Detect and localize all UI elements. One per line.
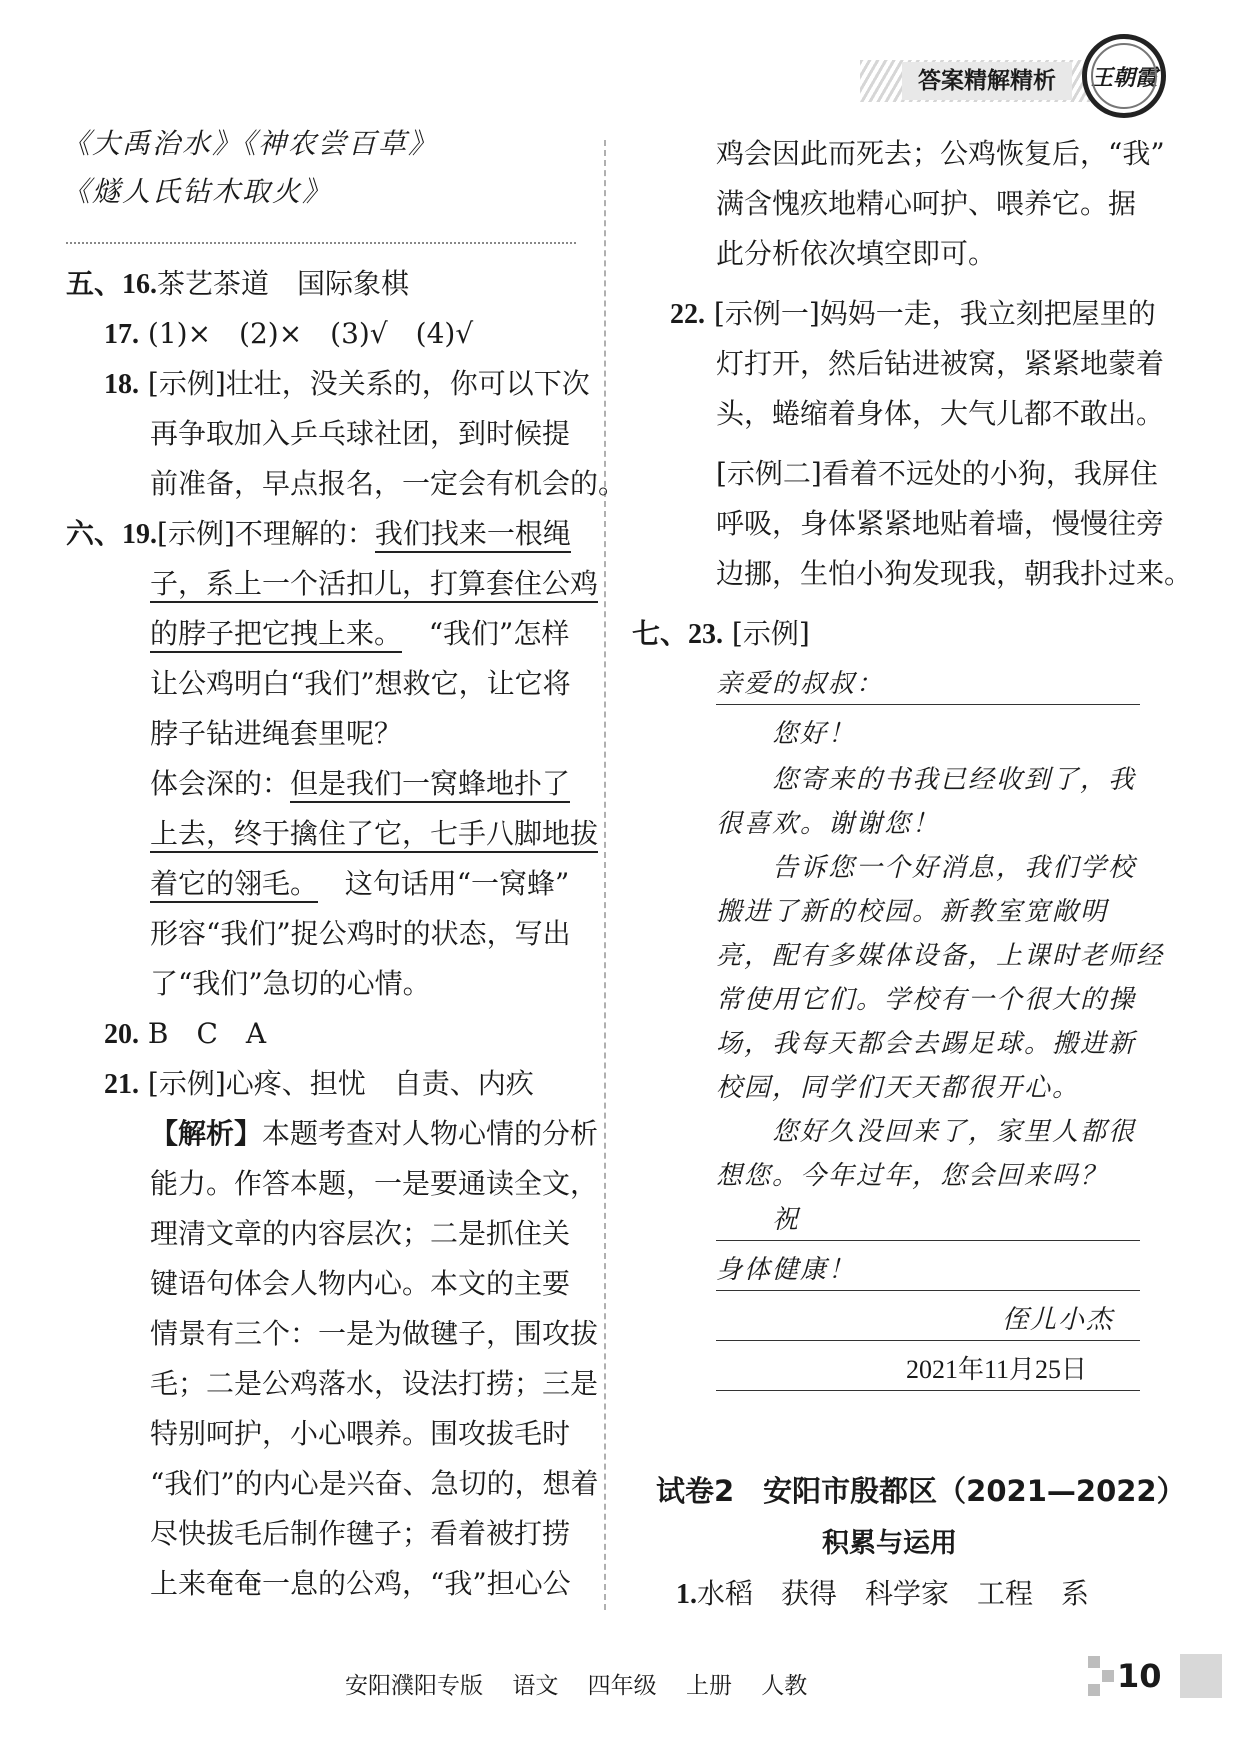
- question-23: [632, 612, 810, 657]
- column-divider: [604, 140, 606, 1610]
- answer-text: B C A: [147, 1017, 267, 1050]
- answer-line: 满含愧疚地精心呵护、喂养它。据: [716, 187, 1137, 220]
- footer-publisher: 人教: [761, 1673, 808, 1699]
- underlined-quote: 上去，终于擒住了它，七手八脚地拔: [150, 817, 598, 853]
- page-number-band: [1180, 1654, 1222, 1698]
- analysis-line: 上来奄奄一息的公鸡，“我”担心公: [150, 1567, 571, 1600]
- letter-rule: [716, 704, 1140, 705]
- analysis-line: 理清文章的内容层次；二是抓住关: [150, 1217, 571, 1250]
- letter-body-line: 亮，配有多媒体设备，上课时老师经: [716, 941, 1165, 971]
- answer-text: (1)× (2)× (3)√ (4)√: [147, 317, 474, 350]
- question-21: [104, 1062, 534, 1107]
- answer-text: [示例]心疼、担忧 自责、内疚: [147, 1067, 534, 1100]
- question-number: 1.: [676, 1579, 697, 1610]
- analysis-line: 特别呵护，小心喂养。围攻拔毛时: [150, 1417, 571, 1450]
- answer-line: 边挪，生怕小狗发现我，朝我扑过来。: [716, 557, 1193, 590]
- question-22: [670, 292, 1156, 337]
- publisher-logo: [1082, 34, 1166, 118]
- page-number: 10: [1117, 1657, 1162, 1695]
- letter-body-line: 搬进了新的校园。新教室宽敞明: [716, 897, 1109, 927]
- letter-rule: [716, 1390, 1140, 1391]
- letter-body-line: 校园，同学们天天都很开心。: [716, 1073, 1081, 1103]
- answer-text: “我们”怎样: [428, 617, 570, 650]
- answer-line: [示例]壮壮，没关系的，你可以下次: [147, 367, 590, 400]
- header-label: 答案精解精析: [902, 62, 1072, 100]
- question-18: [104, 362, 590, 407]
- footer-subject: 语文: [512, 1673, 559, 1699]
- letter-rule: [716, 1240, 1140, 1241]
- letter-body-line: 您好久没回来了，家里人都很: [772, 1117, 1137, 1147]
- answer-text: 体会深的：: [150, 767, 291, 800]
- footer-volume: 上册: [685, 1673, 732, 1699]
- answer-text: 茶艺茶道 国际象棋: [157, 267, 410, 300]
- question-number: 23.: [688, 619, 724, 650]
- question-19: [66, 512, 571, 557]
- question-number: 17.: [104, 319, 139, 350]
- book-list-line-2: 《燧人氏钻木取火》: [62, 175, 333, 208]
- analysis-line: 能力。作答本题，一是要通读全文，: [150, 1167, 599, 1200]
- question-number: 19.: [122, 519, 158, 550]
- page-ornament: [1102, 1670, 1114, 1682]
- logo-ring: [1091, 43, 1157, 109]
- page-ornament: [1088, 1656, 1100, 1668]
- letter-hello: 您好！: [772, 719, 857, 749]
- analysis-label: 【解析】: [150, 1119, 263, 1150]
- letter-greeting: 亲爱的叔叔：: [716, 669, 885, 699]
- book-list-line-1: 《大禹治水》《神农尝百草》: [62, 127, 439, 160]
- letter-wish-2: 身体健康！: [716, 1255, 857, 1285]
- footer-grade: 四年级: [587, 1673, 657, 1699]
- dotted-separator: [66, 242, 576, 244]
- section-marker: 五、: [66, 269, 123, 300]
- question-number: 21.: [104, 1069, 139, 1100]
- letter-body-line: 常使用它们。学校有一个很大的操: [716, 985, 1137, 1015]
- letter-signature: 侄儿小杰: [1002, 1305, 1115, 1335]
- letter-rule: [716, 1340, 1140, 1341]
- answer-line: 鸡会因此而死去；公鸡恢复后，“我”: [716, 137, 1165, 170]
- answer-line: 呼吸，身体紧紧地贴着墙，慢慢往旁: [716, 507, 1165, 540]
- answer-line: 前准备，早点报名，一定会有机会的。: [150, 467, 627, 500]
- answer-text: [示例]: [731, 617, 810, 650]
- letter-body-line: 您寄来的书我已经收到了，我: [772, 765, 1137, 795]
- underlined-quote: 着它的翎毛。: [150, 867, 318, 903]
- analysis-line: “我们”的内心是兴奋、急切的，想着: [150, 1467, 599, 1500]
- letter-date: 2021年11月25日: [906, 1355, 1088, 1384]
- answer-line: 脖子钻进绳套里呢？: [150, 717, 403, 750]
- letter-body-line: 场，我每天都会去踢足球。搬进新: [716, 1029, 1137, 1059]
- letter-wish: 祝: [772, 1205, 801, 1235]
- question-number: 20.: [104, 1019, 139, 1050]
- underlined-quote: 子，系上一个活扣儿，打算套住公鸡: [150, 567, 598, 603]
- question-number: 18.: [104, 369, 139, 400]
- underlined-quote: 但是我们一窝蜂地扑了: [290, 767, 570, 803]
- answer-line: 头，蜷缩着身体，大气儿都不敢出。: [716, 397, 1165, 430]
- answer-line: [示例一]妈妈一走，我立刻把屋里的: [713, 297, 1156, 330]
- answer-text: 这句话用“一窝蜂”: [344, 867, 570, 900]
- underlined-quote: 的脖子把它拽上来。: [150, 617, 402, 653]
- analysis-line: 毛；二是公鸡落水，设法打捞；三是: [150, 1367, 599, 1400]
- footer-info: [345, 1667, 829, 1700]
- letter-body-line: 告诉您一个好消息，我们学校: [772, 853, 1137, 883]
- question-1: [676, 1572, 1089, 1617]
- answer-line: 再争取加入乒乓球社团，到时候提: [150, 417, 571, 450]
- letter-body-line: 想您。今年过年，您会回来吗？: [716, 1161, 1109, 1191]
- logo-text: 王朝霞: [1090, 64, 1157, 91]
- analysis-line: 键语句体会人物内心。本文的主要: [150, 1267, 571, 1300]
- answer-line: 了“我们”急切的心情。: [150, 967, 431, 1000]
- analysis-line: 本题考查对人物心情的分析: [262, 1117, 599, 1150]
- answer-line: 让公鸡明白“我们”想救它，让它将: [150, 667, 571, 700]
- section-marker: 七、: [632, 619, 689, 650]
- footer-edition: 安阳濮阳专版: [345, 1673, 483, 1699]
- section-marker: 六、: [66, 519, 123, 550]
- answer-text: [示例]不理解的：: [157, 517, 375, 550]
- answer-line: [示例二]看着不远处的小狗，我屏住: [716, 457, 1158, 490]
- letter-rule: [716, 1290, 1140, 1291]
- analysis-line: 情景有三个：一是为做毽子，围攻拔: [150, 1317, 599, 1350]
- question-number: 22.: [670, 299, 705, 330]
- answer-line: 形容“我们”捉公鸡时的状态，写出: [150, 917, 571, 950]
- answer-line: 灯打开，然后钻进被窝，紧紧地蒙着: [716, 347, 1165, 380]
- page-ornament: [1088, 1684, 1100, 1696]
- answer-line: 此分析依次填空即可。: [716, 237, 997, 270]
- analysis-line: 尽快拔毛后制作毽子；看着被打捞: [150, 1517, 571, 1550]
- underlined-quote: 我们找来一根绳: [375, 517, 571, 553]
- question-number: 16.: [122, 269, 158, 300]
- paper-title: 试卷2 安阳市殷都区（2021—2022）: [656, 1474, 1186, 1508]
- letter-body-line: 很喜欢。谢谢您！: [716, 809, 941, 839]
- question-20: [104, 1012, 266, 1057]
- answer-text: 水稻 获得 科学家 工程 系: [697, 1577, 1090, 1610]
- question-16: [66, 262, 409, 307]
- section-title: 积累与运用: [822, 1528, 957, 1559]
- question-17: [104, 312, 473, 357]
